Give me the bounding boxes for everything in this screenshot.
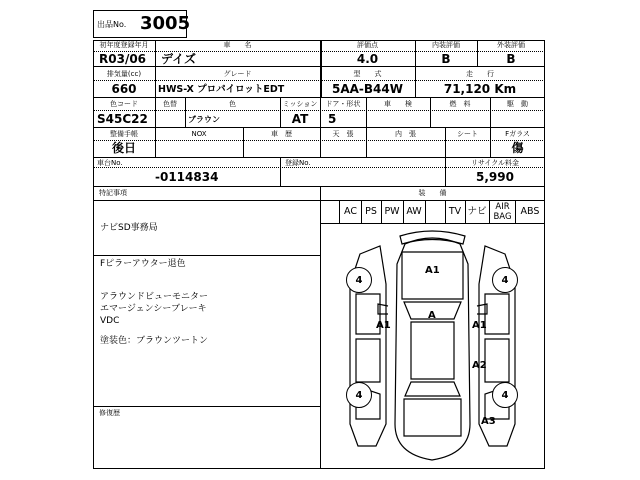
first-reg-label: 初年度登録年月	[99, 41, 149, 49]
color-code-value: S45C22	[97, 112, 148, 126]
interior-lining-label: 内 張	[395, 130, 416, 138]
mileage-label: 走 行	[466, 70, 494, 78]
score-label: 評価点	[357, 41, 378, 49]
note-line: アラウンドビューモニター	[100, 292, 209, 302]
fuel-label: 燃 料	[449, 100, 471, 108]
equipment-navi: ナビ	[467, 206, 487, 217]
note-line: エマージェンシーブレーキ	[100, 304, 207, 314]
model-label: 車 名	[223, 41, 252, 49]
special-notes-label: 特記事項	[99, 189, 127, 197]
note-line: Fピラーアウター退色	[100, 259, 186, 269]
regno-label: 登録No.	[285, 159, 311, 167]
nox-label: NOX	[191, 130, 207, 138]
lot-label: 出品No.	[97, 20, 127, 29]
first-reg-value: R03/06	[99, 52, 147, 66]
tire-front-left: 4	[346, 267, 372, 293]
damage-left-side: A1	[376, 320, 391, 331]
model-value: デイズ	[161, 52, 197, 66]
door-label: ドア・形状	[325, 100, 361, 108]
equipment-ps: PS	[365, 206, 377, 217]
ceiling-label: 天 張	[332, 130, 354, 138]
drive-label: 駆 動	[507, 100, 528, 108]
grade-value: HWS-X プロパイロットEDT	[158, 84, 285, 95]
damage-hood: A1	[425, 265, 440, 276]
mission-label: ミッション	[282, 100, 318, 108]
damage-right-rear: A2	[472, 360, 487, 371]
note-line: VDC	[100, 316, 120, 326]
lot-box	[93, 10, 191, 38]
displacement-value: 660	[111, 82, 137, 96]
equipment-airbag: AIR BAG	[493, 202, 512, 222]
color-value: ブラウン	[188, 115, 220, 124]
equipment-tv: TV	[448, 206, 462, 217]
tire-rear-right: 4	[492, 382, 518, 408]
grade-label: グレード	[223, 70, 252, 78]
recycle-label: リサイクル料金	[470, 159, 520, 167]
type-label: 型 式	[353, 70, 382, 78]
seat-label: シート	[457, 130, 478, 138]
lot-number: 3005	[140, 13, 191, 34]
exterior-label: 外装評価	[497, 41, 525, 49]
equipment-label: 装 備	[418, 189, 447, 197]
mission-value: AT	[291, 112, 309, 126]
equipment-pw: PW	[384, 206, 400, 217]
damage-right-side: A1	[472, 320, 487, 331]
note-line: ナビSD事務局	[100, 223, 158, 233]
displacement-label: 排気量(cc)	[106, 70, 142, 78]
door-value: 5	[328, 112, 337, 126]
color-change-label: 色替	[163, 100, 177, 108]
equipment-ac: AC	[344, 206, 357, 217]
glass-value: 傷	[511, 141, 524, 155]
score-value: 4.0	[356, 52, 379, 66]
tire-front-right: 4	[492, 267, 518, 293]
chassis-label: 車台No.	[97, 159, 123, 167]
note-line: 塗装色：ブラウンツートン	[100, 336, 209, 346]
glass-label: Fガラス	[505, 130, 530, 138]
tire-rear-left: 4	[346, 382, 372, 408]
color-code-label: 色コード	[110, 100, 138, 108]
damage-roof: A	[428, 310, 436, 321]
mileage-value: 71,120 Km	[443, 82, 517, 96]
type-value: 5AA-B44W	[332, 82, 403, 96]
recycle-value: 5,990	[476, 170, 514, 184]
equipment-row	[320, 200, 545, 224]
history-label: 車 歴	[271, 130, 292, 138]
car-inspection-label: 車 検	[384, 100, 412, 108]
manual-value: 後日	[111, 141, 136, 155]
exterior-value: B	[506, 52, 516, 66]
interior-label: 内装評価	[432, 41, 460, 49]
car-diagram	[320, 224, 545, 469]
interior-value: B	[441, 52, 451, 66]
manual-label: 整備手帳	[110, 130, 138, 138]
color-label: 色	[229, 100, 236, 108]
repair-history-label: 修復歴	[99, 409, 120, 417]
chassis-value: -0114834	[155, 170, 219, 184]
damage-rear: A3	[481, 416, 496, 427]
equipment-abs: ABS	[520, 206, 540, 217]
equipment-aw: AW	[406, 206, 422, 217]
